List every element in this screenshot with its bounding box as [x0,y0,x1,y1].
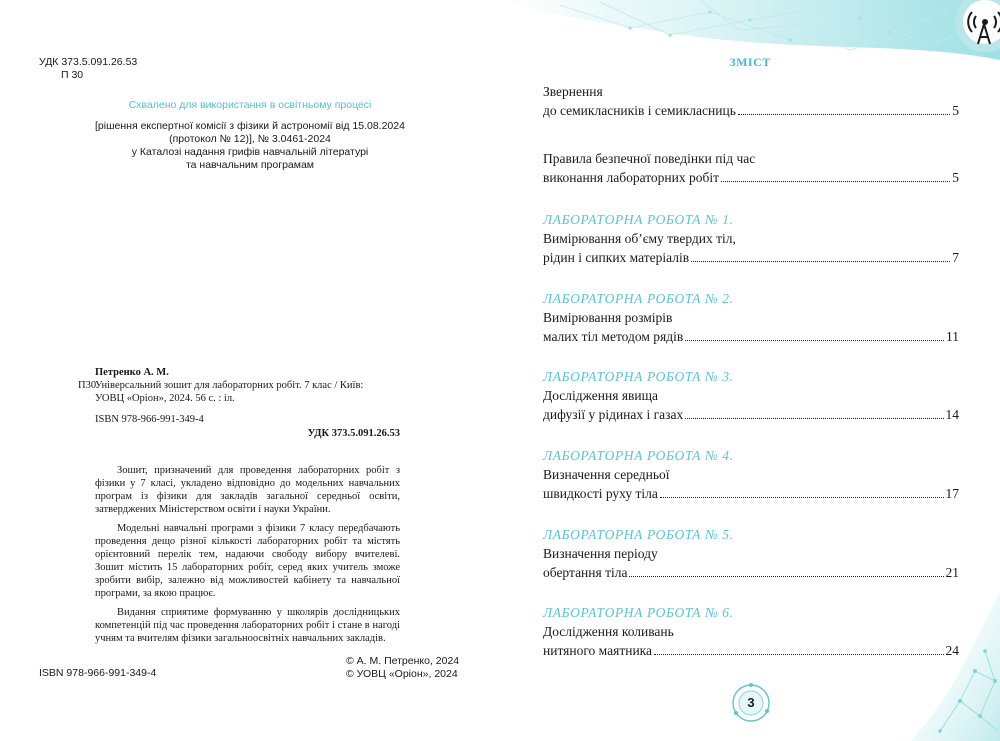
biblio-isbn: ISBN 978-966-991-349-4 [95,414,204,425]
toc-page-number: 5 [952,103,959,118]
page-number-badge [731,683,771,723]
right-page [500,0,1000,741]
toc-page-number: 5 [952,170,959,185]
toc-item-last-line [543,327,959,346]
toc-page-number: 11 [946,329,959,344]
toc-dot-leader [738,114,950,115]
toc-item-text: до семикласників і семикласниць [543,103,736,118]
toc-item-last-line [543,484,959,503]
approval-line: та навчальним програмам [185,159,315,171]
toc-item-text: виконання лабораторних робіт [543,170,720,185]
abstract-paragraph: Зошит, призначений для проведення лабораторних робіт з фізики у 7 класі, укладено відповідно до модельних навчальних програм із фізики для закладів загальної середньої освіти, затверджених Міністерством освіти і науки України. [95,465,400,515]
lab-label: ЛАБОРАТОРНА РОБОТА № 6. [543,605,734,620]
toc-item-line: Звернення [543,84,603,99]
toc-item-text: нитяного маятника [543,643,653,658]
toc-dot-leader [691,261,950,262]
approval-block [90,99,410,172]
toc-item-line: Правила безпечної поведінки під час [543,151,756,166]
lab-label: ЛАБОРАТОРНА РОБОТА № 5. [543,527,734,542]
toc-item-lab-4[interactable] [543,446,959,503]
toc-item-last-line [543,168,959,187]
udk-header [39,56,189,82]
toc-item-last-line [543,563,959,582]
toc-item-lab-1[interactable] [543,210,959,267]
lab-label: ЛАБОРАТОРНА РОБОТА № 4. [543,448,734,463]
toc-item-text: дифузії у рідинах і газах [543,407,684,422]
approval-line: (протокол № 12)], № 3.0461-2024 [169,133,331,145]
toc-dot-leader [685,340,944,341]
toc-dot-leader [660,497,944,498]
toc-item-text: рідин і сипких матеріалів [543,250,690,265]
approval-line: у Каталозі надання грифів навчальній літературі [131,146,369,158]
toc-item-line: Вимірювання розмірів [543,310,673,325]
toc-page-number: 24 [945,643,959,658]
toc-item[interactable] [543,149,959,187]
toc-page-number: 7 [952,250,959,265]
toc-item-text: швидкості руху тіла [543,486,658,501]
toc-title: ЗМІСТ [729,55,771,69]
toc-item-line: Визначення середньої [543,467,670,482]
biblio-entry [78,379,400,405]
toc-item-lab-5[interactable] [543,525,959,582]
lab-label: ЛАБОРАТОРНА РОБОТА № 1. [543,212,734,227]
decorative-network-graphic [880,591,1000,741]
toc-item-text: малих тіл методом рядів [543,329,684,344]
page-number: 3 [747,695,755,710]
approval-line: [рішення експертної комісії з фізики й астрономії від 15.08.2024 [95,120,405,132]
toc-page-number: 14 [945,407,959,422]
toc-item-line: Вимірювання об’єму твердих тіл, [543,231,736,246]
biblio-code: П30 [78,380,97,391]
bibliographic-record [78,366,400,440]
biblio-udk: УДК 373.5.091.26.53 [307,428,400,439]
toc-dot-leader [721,181,950,182]
copyright-line: © УОВЦ «Оріон», 2024 [346,668,458,680]
biblio-line: Універсальний зошит для лабораторних робіт. 7 клас / Київ: [95,380,364,391]
abstract-paragraph: Видання сприятиме формуванню у школярів дослідницьких компетенцій під час проведення лабораторних робіт і стане в нагоді учням та вчителям фізики загальноосвітніх навчальних закладів. [95,607,400,644]
radio-tower-icon [938,0,1000,62]
approval-heading: Схвалено для використання в освітньому процесі [128,99,372,111]
toc-page-number: 17 [945,486,959,501]
toc-item-lab-2[interactable] [543,289,959,346]
toc-item-last-line [543,101,959,120]
lab-label: ЛАБОРАТОРНА РОБОТА № 3. [543,369,734,384]
toc-item-line: Дослідження коливань [543,624,674,639]
abstract-paragraph: Модельні навчальні програми з фізики 7 класу передбачають проведення дещо різної кількості лабораторних робіт та містять орієнтовний перелік тем, надаючи свободу вибору вчителеві. Зошит містить 15 лабораторних робіт, серед яких учитель зможе зробити вибір, залежно від можливостей кабінету та навчальної програми, за якою працює. [95,523,400,599]
biblio-line: УОВЦ «Оріон», 2024. 56 с. : іл. [95,393,235,404]
toc-dot-leader [685,418,943,419]
toc-item-last-line [543,248,959,267]
abstract [95,464,400,651]
toc-item-line: Дослідження явища [543,388,659,403]
isbn-bottom: ISBN 978-966-991-349-4 [39,667,157,679]
toc-page-number: 21 [945,565,959,580]
toc-item[interactable] [543,82,959,120]
toc-item-text: обертання тіла [543,565,628,580]
toc-item-line: Визначення періоду [543,546,658,561]
author: Петренко А. М. [95,367,169,378]
copyright-line: © А. М. Петренко, 2024 [346,655,460,667]
copyrights [346,655,459,681]
book-code: П 30 [61,69,84,81]
lab-label: ЛАБОРАТОРНА РОБОТА № 2. [543,291,734,306]
toc-item-lab-3[interactable] [543,367,959,424]
toc-item-last-line [543,405,959,424]
toc-dot-leader [629,576,943,577]
udk-code: УДК 373.5.091.26.53 [39,56,138,68]
